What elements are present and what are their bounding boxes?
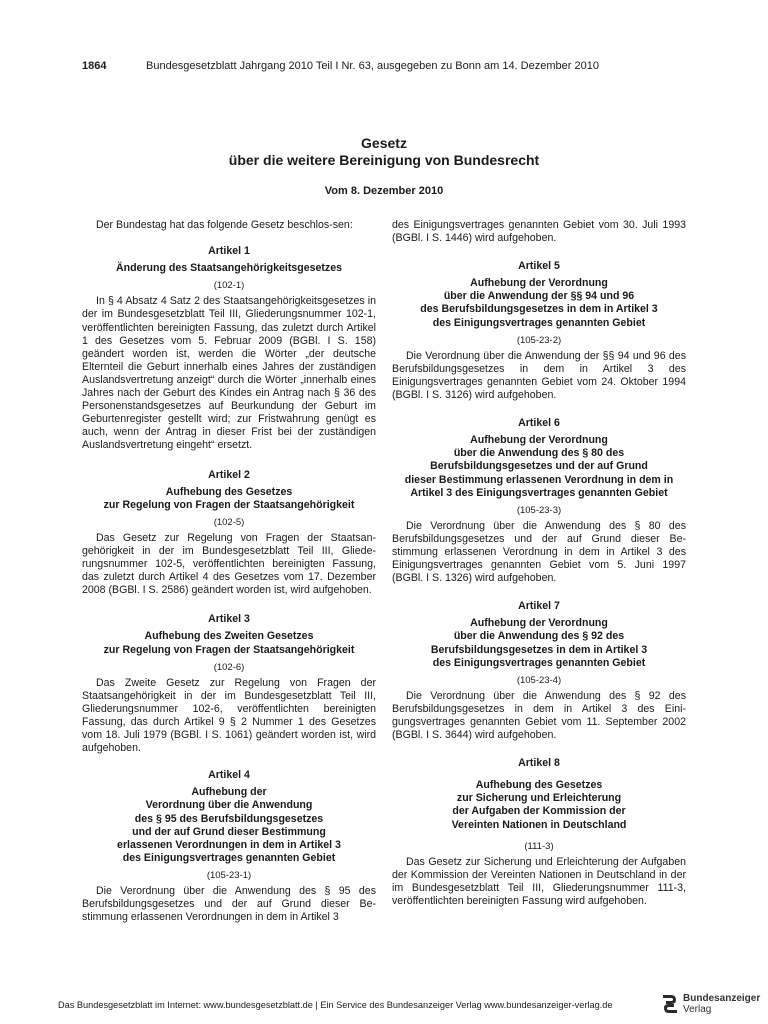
law-title-line2: über die weitere Bereinigung von Bundesrecht: [228, 152, 540, 168]
article-code: (105-23-4): [516, 674, 562, 686]
article-title-line: des Einigungsvertrages genannten Gebiet: [122, 851, 336, 864]
right-column: [392, 219, 686, 908]
article-text: Das Gesetz zur Regelung von Fragen der Staatsangehörigkeit in der im Bundesgesetzblatt Teil III, Gliederungsnummer 102-5, veröffentlichten bereinigten Fassung, das zuletzt durch Artikel 4 des Gesetzes vom 17. Dezember 2008 (BGBl. I S. 2586) geändert worden ist, wird aufgehoben.: [82, 531, 376, 597]
article-3: [82, 613, 376, 755]
article-title: [392, 277, 686, 329]
article-title-line: über die Anwendung des § 80 des: [453, 447, 625, 460]
article-code: (102-5): [213, 516, 245, 528]
intro-text: Der Bundestag hat das folgende Gesetz beschlos-sen:: [96, 219, 353, 231]
article-text: Die Verordnung über die Anwendung des § 92 des Berufsbildungsgesetzes in dem in Artikel 3 des Einigungsvertrages genannten Gebiet vom 11. September 2002 (BGBl. I S. 3644) wird aufgehoben.: [392, 689, 686, 742]
article-heading: Artikel 7: [518, 600, 560, 613]
article-title-line: Änderung des Staatsangehörigkeitsgesetzes: [115, 262, 343, 275]
article-title-line: Artikel 3 des Einigungsvertrages genannten Gebiet: [410, 486, 668, 499]
article-title-line: des Berufsbildungsgesetzes in dem in Artikel 3: [420, 303, 658, 316]
article-heading: Artikel 8: [518, 757, 560, 770]
article-7: [392, 600, 686, 742]
article-title-line: zur Regelung von Fragen der Staatsangehörigkeit: [103, 498, 355, 511]
article-title-line: Aufhebung des Zweiten Gesetzes: [144, 630, 314, 643]
article-title-line: erlassenen Verordnungen in dem in Artikel 3: [117, 838, 341, 851]
article-code: (105-23-1): [206, 869, 252, 881]
article-title: [392, 779, 686, 831]
article-1: [82, 245, 376, 452]
article-title-line: Aufhebung des Gesetzes: [165, 485, 293, 498]
article-code: (102-6): [213, 661, 245, 673]
article-title-line: Aufhebung der Verordnung: [470, 277, 608, 290]
article-4-continuation: des Einigungsvertrages genannten Gebiet vom 30. Juli 1993 (BGBl. I S. 1446) wird aufgehoben.: [392, 219, 686, 245]
article-title: [392, 617, 686, 669]
running-title: Bundesgesetzblatt Jahrgang 2010 Teil I Nr. 63, ausgegeben zu Bonn am 14. Dezember 2010: [146, 60, 599, 72]
page-header: [82, 60, 694, 73]
logo-subtitle: Verlag: [683, 1004, 712, 1015]
article-title-line: des Einigungsvertrages genannten Gebiet: [432, 656, 646, 669]
article-title-line: und der auf Grund dieser Bestimmung: [132, 825, 326, 838]
article-heading: Artikel 5: [518, 260, 560, 273]
article-title: [392, 434, 686, 499]
law-title-line1: Gesetz: [361, 135, 407, 151]
article-text: Die Verordnung über die Anwendung des § 80 des Berufsbildungsgesetzes und der auf Grund dieser Bestimmung erlassenen Verordnung in dem in Artikel 3 des Einigungsvertrages genannten Gebiet vom 5. Juni 1997 (BGBl. I S. 1326) wird aufgehoben.: [392, 519, 686, 585]
law-date: Vom 8. Dezember 2010: [324, 185, 444, 197]
page-number: 1864: [82, 60, 107, 72]
article-title: [82, 786, 376, 865]
article-code: (105-23-2): [516, 334, 562, 346]
article-title: [82, 630, 376, 656]
article-code: (102-1): [213, 280, 245, 292]
article-title-line: zur Regelung von Fragen der Staatsangehörigkeit: [103, 643, 355, 656]
article-heading: Artikel 3: [208, 613, 250, 626]
article-title-line: Berufsbildungsgesetzes und der auf Grund: [430, 460, 648, 473]
article-text: Die Verordnung über die Anwendung des § 95 des Berufsbildungsgesetzes und der auf Grund dieser Bestimmung erlassenen Verordnungen in dem in Artikel 3: [82, 885, 376, 924]
article-title: [82, 486, 376, 512]
article-5: [392, 260, 686, 402]
article-heading: Artikel 4: [208, 769, 250, 782]
article-heading: Artikel 2: [208, 468, 250, 481]
article-code: (111-3): [524, 840, 554, 852]
article-title-line: Berufsbildungsgesetzes in dem in Artikel 3: [430, 643, 648, 656]
article-text: In § 4 Absatz 4 Satz 2 des Staatsangehörigkeitsgesetzes in der im Bundesgesetzblatt Teil III, Gliederungsnummer 102-1, veröffentlichten bereinigten Fassung, das zuletzt durch Artikel 1 des Gesetzes vom 5. Februar 2009 (BGBl. I S. 158) geändert worden ist, werden die Wörter „der deutsche Elternteil die Geburt innerhalb eines Jahres der zuständigen Auslandsvertretung anzeigt“ durch die Wörter „innerhalb eines Jahres nach der Geburt des Kindes ein Antrag nach § 36 des Personenstandsgesetzes auf Beurkundung der Geburt im Geburtenregister gestellt wird; zur Fristwahrung genügt es auch, wenn der Antrag in dieser Frist bei der zuständigen Auslandsvertretung eingeht“ ersetzt.: [82, 295, 376, 452]
article-title-line: Aufhebung der: [191, 786, 267, 799]
article-code: (105-23-3): [516, 504, 562, 516]
article-text: Das Zweite Gesetz zur Regelung von Fragen der Staatsangehörigkeit in der im Bundesgesetzblatt Teil III, Gliederungsnummer 102-6, veröffentlichten bereinigten Fassung, das durch Artikel 9 § 2 Nummer 1 des Gesetzes vom 18. Juli 1979 (BGBl. I S. 1061) geändert worden ist, wird aufgehoben.: [82, 676, 376, 755]
article-title-line: Aufhebung des Gesetzes: [475, 779, 603, 792]
article-heading: Artikel 6: [518, 417, 560, 430]
article-title-line: Vereinten Nationen in Deutschland: [451, 818, 627, 831]
article-title-line: des Einigungsvertrages genannten Gebiet: [432, 316, 646, 329]
bundesanzeiger-logo-icon: [660, 992, 680, 1016]
logo-name: Bundesanzeiger: [683, 993, 761, 1004]
article-text: Die Verordnung über die Anwendung der §§ 94 und 96 des Berufsbildungsgesetzes in dem in Artikel 3 des Einigungsvertrages genannten Gebiet vom 24. Oktober 1994 (BGBl. I S. 3126) wird aufgehoben.: [392, 349, 686, 402]
article-title-line: der Aufgaben der Kommission der: [452, 805, 626, 818]
article-title-line: dieser Bestimmung erlassenen Verordnung in dem in: [404, 473, 674, 486]
left-column: [82, 219, 376, 924]
article-6: [392, 417, 686, 585]
article-title-line: Verordnung über die Anwendung: [145, 799, 313, 812]
article-text: Das Gesetz zur Sicherung und Erleichterung der Aufgaben der Kommission der Vereinten Nationen in Deutschland in der im Bundesgesetzblatt Teil III, Gliederungsnummer 111-3, veröffentlichten bereinigten Fassung wird aufgehoben.: [392, 855, 686, 908]
publisher-logo: [660, 992, 761, 1018]
article-heading: Artikel 1: [208, 245, 250, 258]
article-title-line: zur Sicherung und Erleichterung: [456, 792, 622, 805]
article-8: [392, 757, 686, 908]
law-title-block: [0, 135, 768, 198]
article-2: [82, 469, 376, 598]
article-title-line: über die Anwendung der §§ 94 und 96: [443, 290, 635, 303]
article-title-line: Aufhebung der Verordnung: [470, 434, 608, 447]
article-4: [82, 769, 376, 924]
article-title: [82, 262, 376, 275]
page-footer: Das Bundesgesetzblatt im Internet: www.bundesgesetzblatt.de | Ein Service des Bundesanzeiger Verlag www.bundesanzeiger-verlag.de: [58, 1000, 613, 1010]
article-title-line: über die Anwendung des § 92 des: [453, 630, 625, 643]
article-title-line: Aufhebung der Verordnung: [470, 617, 608, 630]
article-title-line: des § 95 des Berufsbildungsgesetzes: [134, 812, 324, 825]
